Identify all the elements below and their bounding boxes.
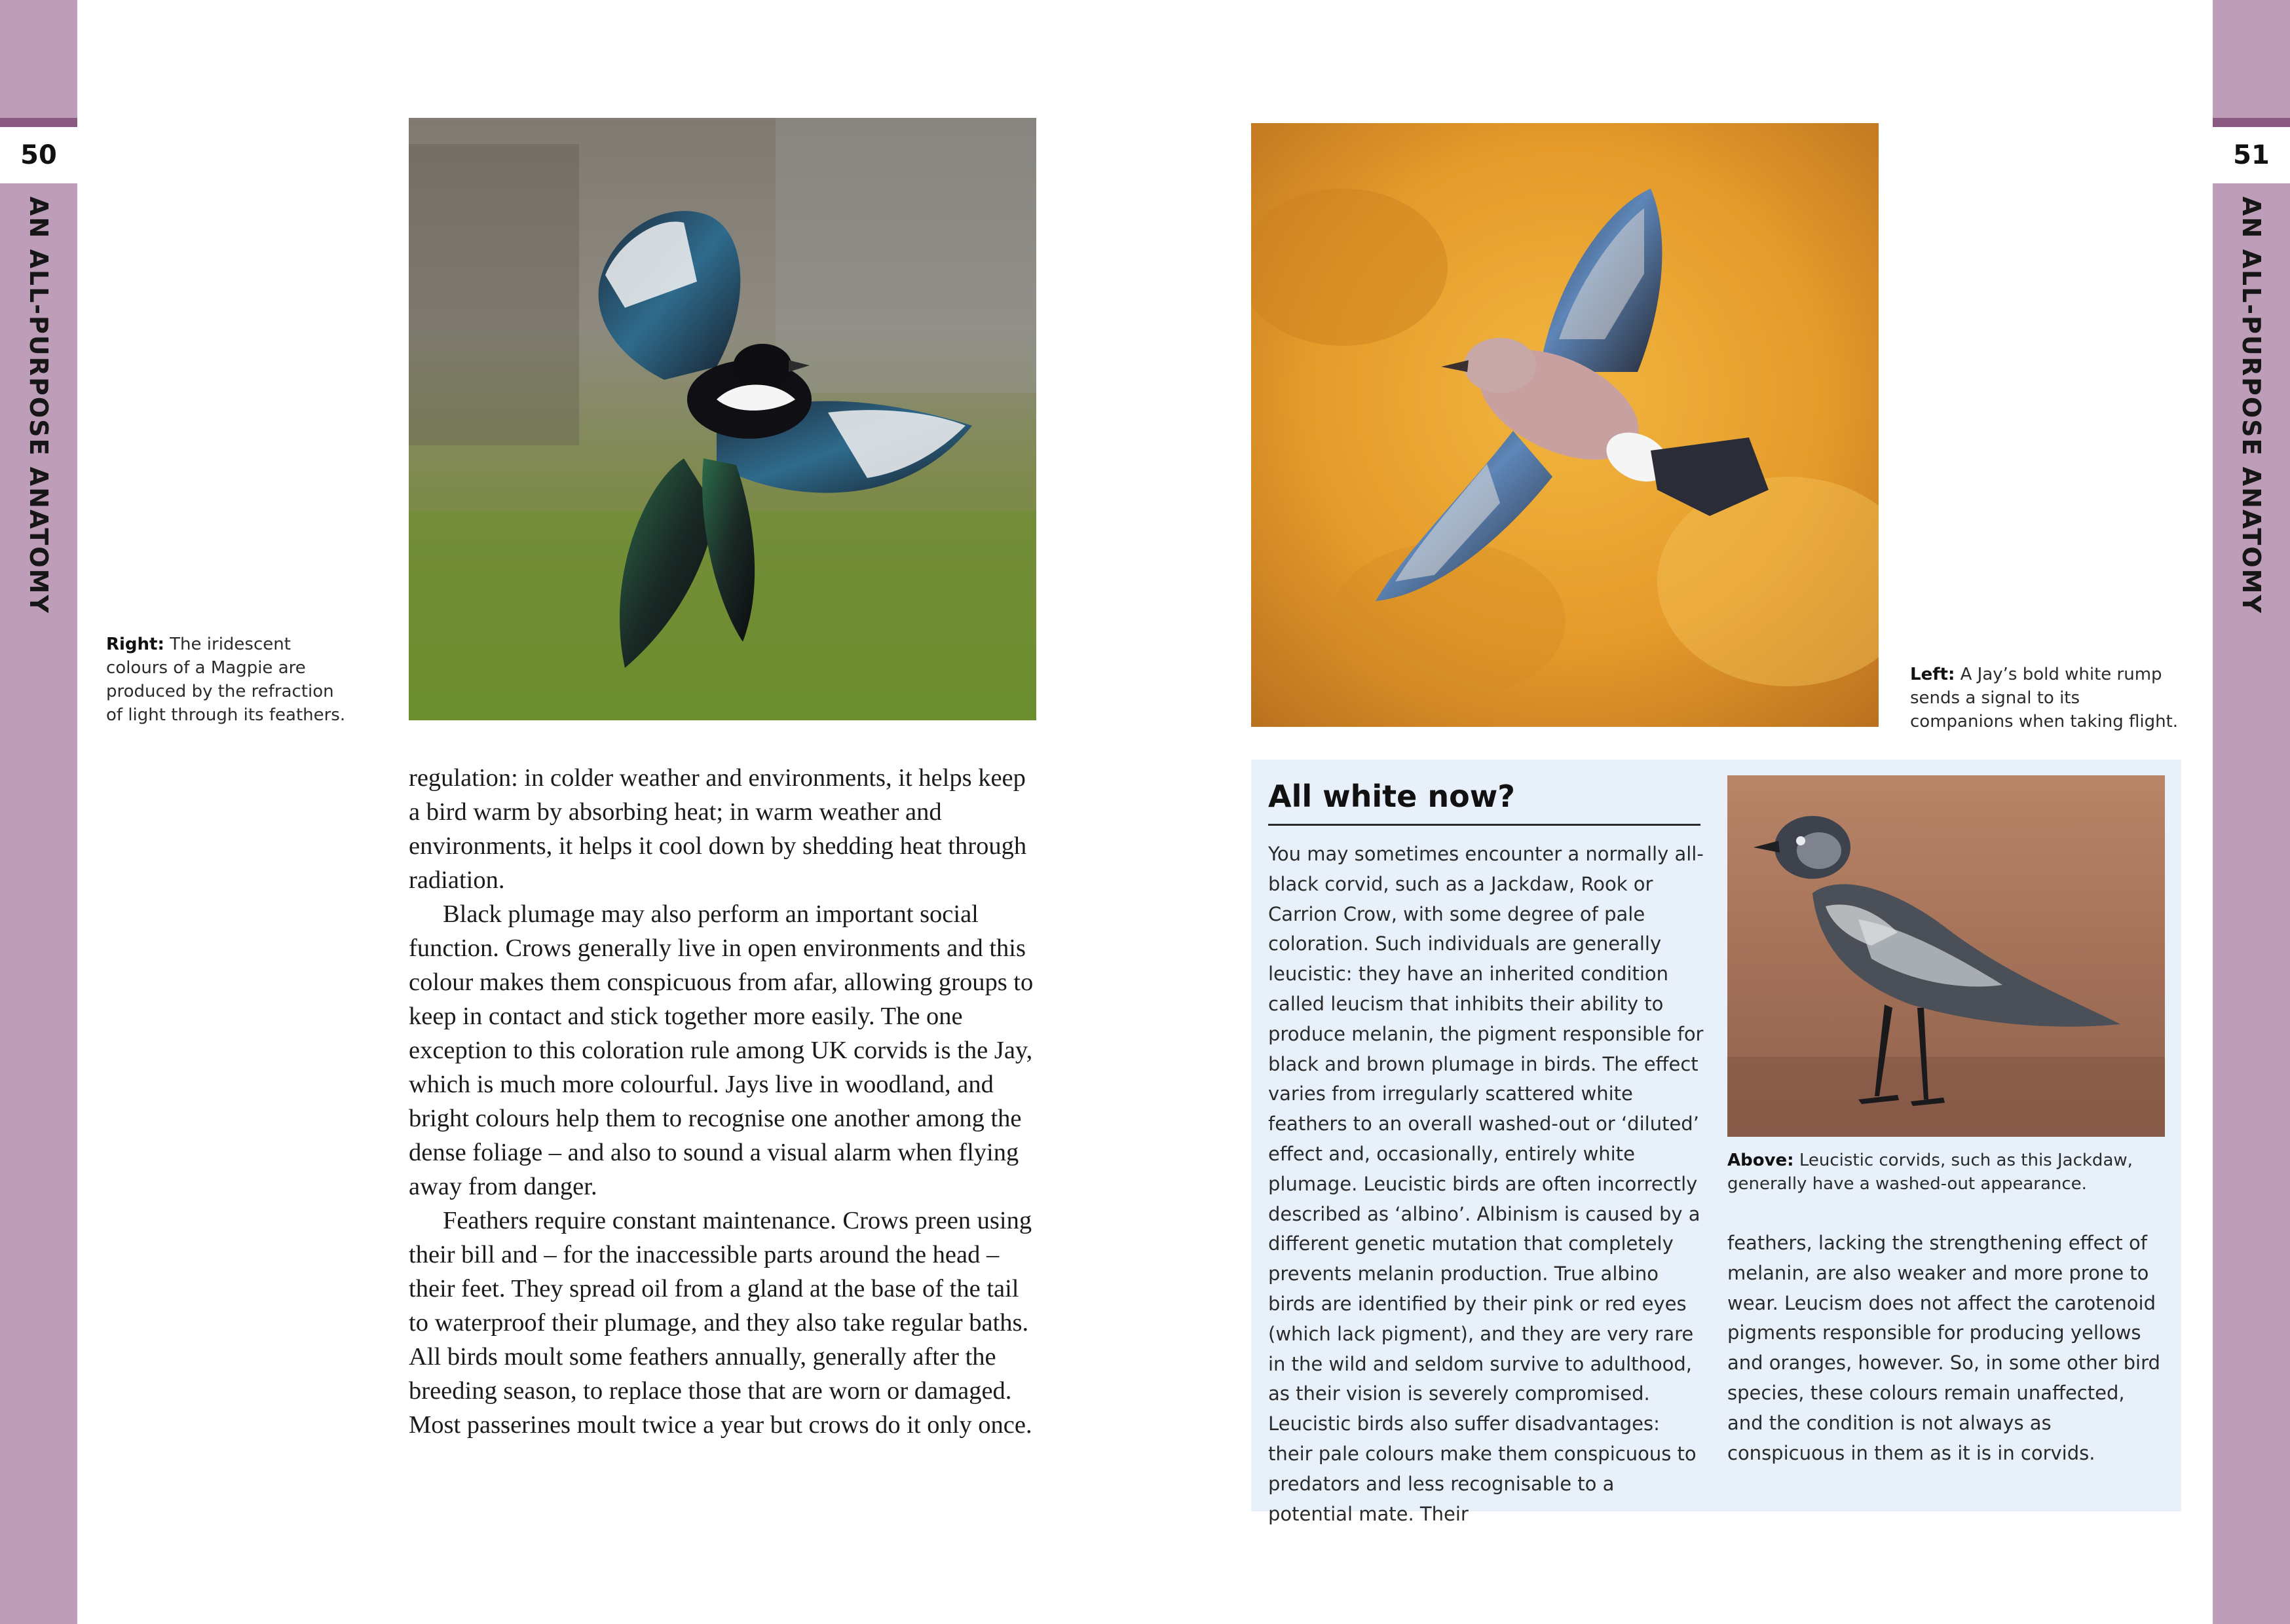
jackdaw-photo [1727, 775, 2165, 1137]
box-column-1 [1268, 840, 1704, 1529]
magpie-caption [106, 633, 348, 727]
box-column-1-text: You may sometimes encounter a normally all-black corvid, such as a Jackdaw, Rook or Carrion Crow, with some degree of pale coloration. Such individuals are generally leucistic: they have an inherited condition called leucism that inhibits their ability to produce melanin, the pigment responsible for black and brown plumage in birds. The effect varies from irregularly scattered white feathers to an overall washed-out or ‘diluted’ effect and, occasionally, entirely white plumage. Leucistic birds are often incorrectly described as ‘albino’. Albinism is caused by a different genetic mutation that completely prevents melanin production. True albino birds are identified by their pink or red eyes (which lack pigment), and they are very rare in the wild and seldom survive to adulthood, as their vision is severely compromised. Leucistic birds also suffer disadvantages: their pale colours make them conspicuous to predators and less recognisable to a potential mate. Their [1268, 843, 1704, 1525]
left-side-band [0, 0, 77, 1624]
left-band-accent-strip [0, 118, 77, 127]
jay-photo [1251, 123, 1879, 727]
jackdaw-caption-text: Leucistic corvids, such as this Jackdaw, generally have a washed-out appearance. [1727, 1151, 2133, 1194]
jackdaw-caption-label: Above: [1727, 1151, 1794, 1170]
jay-caption [1910, 663, 2185, 733]
right-side-band [2213, 0, 2290, 1624]
right-section-title [2213, 196, 2290, 655]
box-title: All white now? [1268, 769, 1700, 826]
all-white-now-box [1251, 760, 2181, 1525]
right-section-title-text: AN ALL-PURPOSE ANATOMY [2237, 196, 2266, 614]
right-page-number: 51 [2213, 127, 2290, 183]
box-column-2-text: feathers, lacking the strengthening effect of melanin, are also weaker and more prone to wear. Leucism does not affect the carotenoid pigments responsible for producing yellows and oranges, however. So, in some other bird species, these colours remain unaffected, and the condition is not always as conspicuous in them as it is in corvids. [1727, 1232, 2160, 1464]
left-body-text [409, 761, 1038, 1442]
magpie-caption-label: Right: [106, 635, 164, 654]
left-page-number: 50 [0, 127, 77, 183]
magpie-caption-text: The iridescent colours of a Magpie are produced by the refraction of light through its feathers. [106, 635, 346, 725]
right-band-accent-strip [2213, 118, 2290, 127]
body-paragraph-1: regulation: in colder weather and environments, it helps keep a bird warm by absorbing heat; in warm weather and environments, it helps it cool down by shedding heat through radiation. [409, 764, 1027, 894]
left-section-title-text: AN ALL-PURPOSE ANATOMY [24, 196, 53, 614]
jackdaw-caption [1727, 1149, 2165, 1196]
body-paragraph-2: Black plumage may also perform an important social function. Crows generally live in open environments and this colour makes them conspicuous from afar, allowing groups to keep in contact and stick together more easily. The one exception to this coloration rule among UK corvids is the Jay, which is much more colourful. Jays live in woodland, and bright colours help them to recognise one another among the dense foliage – and also to sound a visual alarm when flying away from danger. [409, 900, 1034, 1200]
box-column-2 [1727, 1228, 2165, 1468]
magpie-photo [409, 118, 1036, 720]
jay-caption-label: Left: [1910, 665, 1955, 684]
jay-caption-text: A Jay’s bold white rump sends a signal to its companions when taking flight. [1910, 665, 2179, 731]
body-paragraph-3: Feathers require constant maintenance. Crows preen using their bill and – for the inaccessible parts around the head – their feet. They spread oil from a gland at the base of the tail to waterproof their plumage, and they also take regular baths. All birds moult some feathers annually, generally after the breeding season, to replace those that are worn or damaged. Most passerines moult twice a year but crows do it only once. [409, 1207, 1032, 1439]
left-section-title [0, 196, 77, 655]
